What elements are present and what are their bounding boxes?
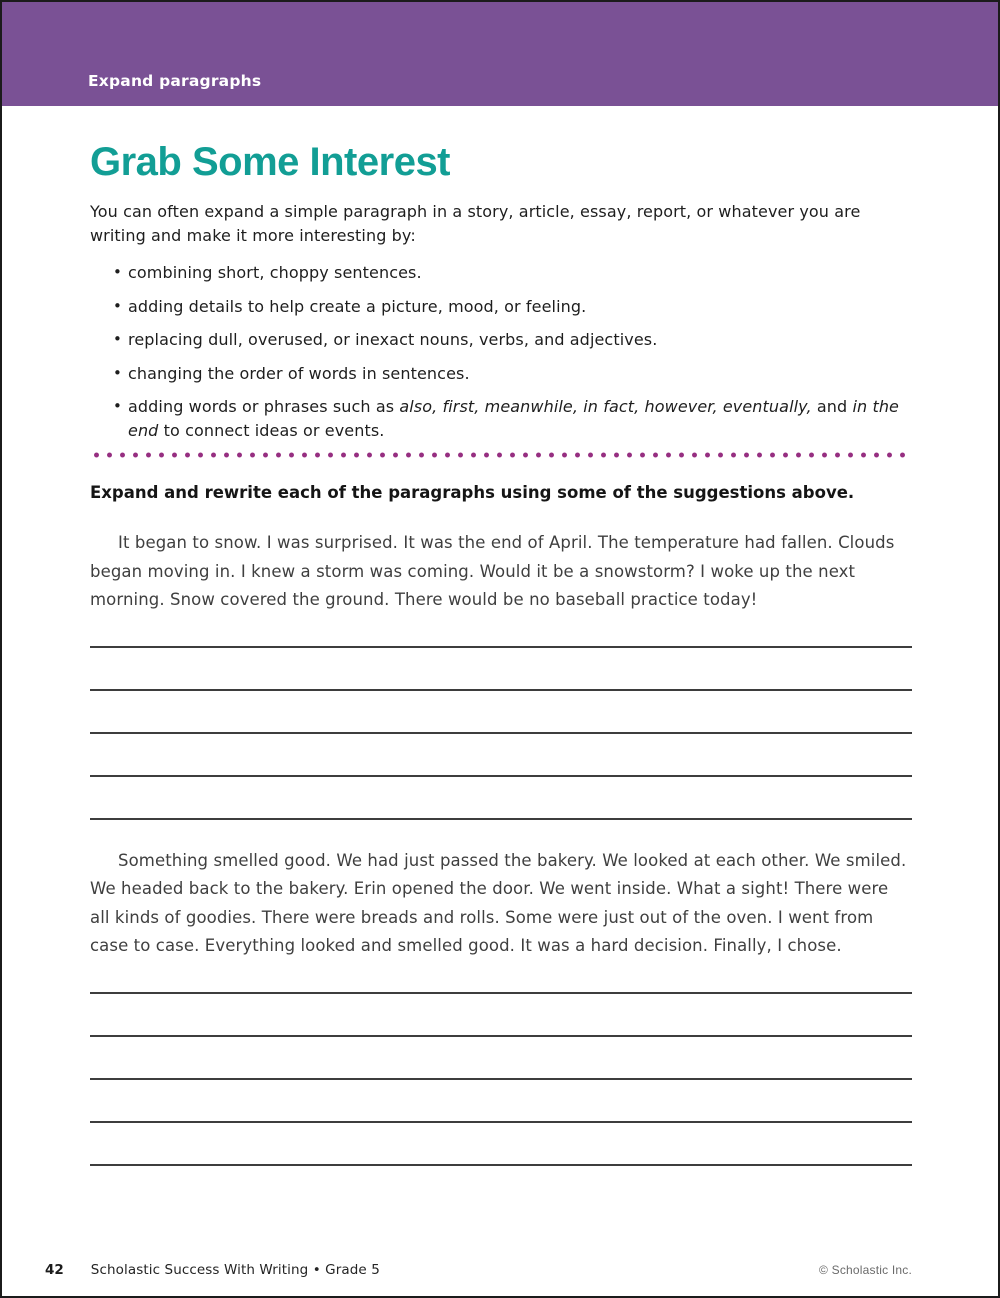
dotted-divider (90, 452, 912, 458)
tip-item: • combining short, choppy sentences. (128, 261, 912, 285)
intro-text: You can often expand a simple paragraph in a story, article, essay, report, or whatever you are writing and make it more interesting by: (90, 202, 861, 245)
answer-line (90, 1037, 912, 1080)
exercise-instruction: Expand and rewrite each of the paragraphs using some of the suggestions above. (90, 483, 855, 502)
tip-item: • adding details to help create a picture, mood, or feeling. (128, 295, 912, 319)
page-number: 42 (45, 1262, 64, 1278)
tip-text: adding words or phrases such as (128, 397, 400, 416)
answer-line (90, 734, 912, 777)
answer-line (90, 994, 912, 1037)
tips-list (90, 261, 912, 442)
tip-text: and (811, 397, 853, 416)
answer-line (90, 648, 912, 691)
answer-line (90, 777, 912, 820)
source-paragraph-2: Something smelled good. We had just passed the bakery. We looked at each other. We smiled. We headed back to the bakery. Erin opened the door. We went inside. What a sight! There were all kinds of goodies. There were breads and rolls. Some were just out of the oven. I went from case to case. Everything looked and smelled good. It was a hard decision. Finally, I chose. (90, 850, 907, 955)
tip-text-italic: in the end (128, 397, 899, 440)
answer-line (90, 1123, 912, 1166)
answer-lines-2 (90, 961, 912, 1166)
page-content (0, 139, 1000, 1166)
tip-text-italic: also, first, meanwhile, in fact, however, eventually, (399, 397, 812, 416)
copyright-notice: © Scholastic Inc. (819, 1263, 912, 1277)
tip-item: • replacing dull, overused, or inexact nouns, verbs, and adjectives. (128, 328, 912, 352)
tip-item (128, 395, 912, 442)
source-paragraph-1: It began to snow. I was surprised. It was the end of April. The temperature had fallen. Clouds began moving in. I knew a storm was coming. Would it be a snowstorm? I woke up the next morning. Snow covered the ground. There would be no baseball practice today! (90, 533, 895, 609)
answer-lines-1 (90, 615, 912, 820)
answer-line (90, 1080, 912, 1123)
answer-line (90, 961, 912, 994)
answer-line (90, 615, 912, 648)
tip-text: to connect ideas or events. (158, 420, 385, 440)
book-title: Scholastic Success With Writing • Grade 5 (90, 1262, 380, 1278)
answer-line (90, 691, 912, 734)
header-band (0, 0, 1000, 106)
tip-item: • changing the order of words in sentences. (128, 362, 912, 386)
page-title: Grab Some Interest (90, 140, 451, 184)
lesson-tag: Expand paragraphs (88, 72, 262, 90)
page-footer (45, 1262, 912, 1278)
